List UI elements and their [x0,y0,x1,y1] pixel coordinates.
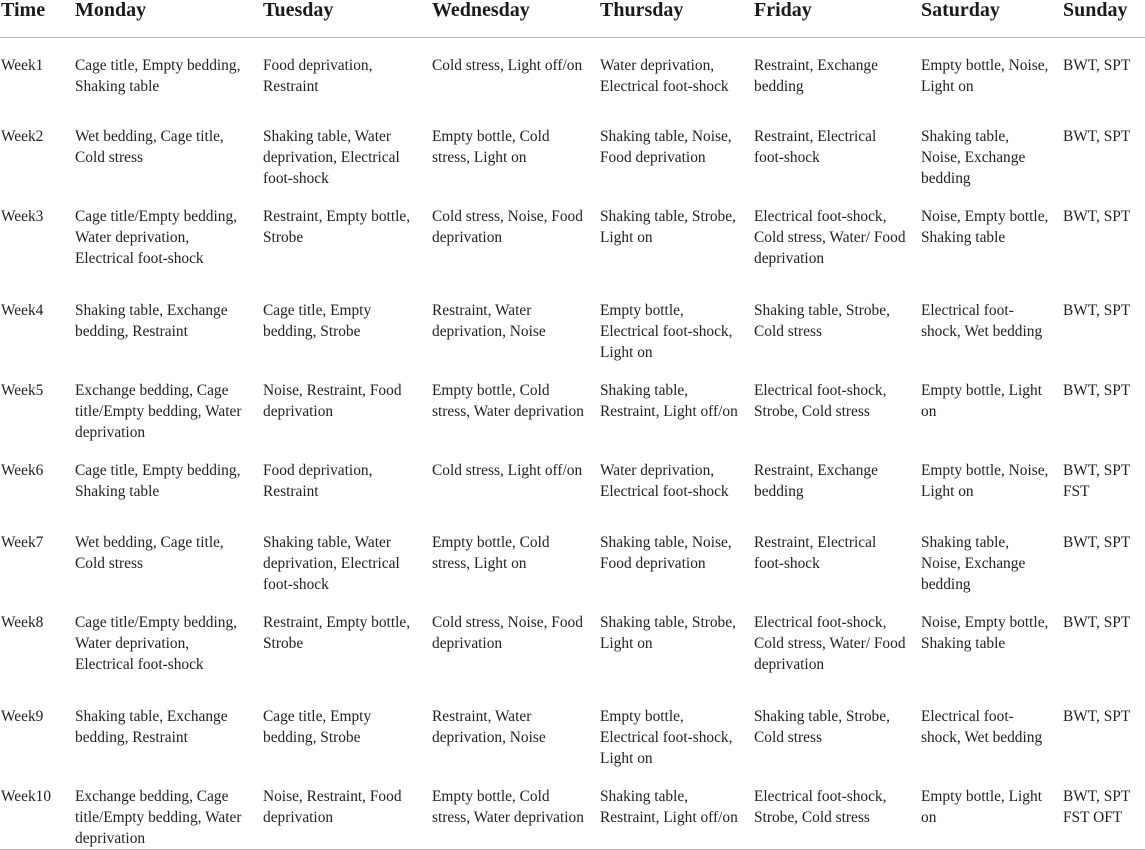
header-friday: Friday [754,0,921,37]
sunday-cell: BWT, SPT [1063,128,1131,145]
wednesday-cell: Cold stress, Light off/on [432,56,583,74]
tuesday-cell: Shaking table, Water deprivation, Electrical foot-shock [263,128,400,187]
wednesday-cell: Restraint, Water deprivation, Noise [432,302,546,340]
saturday-cell: Empty bottle, Light on [921,382,1042,420]
saturday-cell: Electrical foot-shock, Wet bedding [921,708,1043,746]
header-row [0,0,1145,37]
saturday-cell: Noise, Empty bottle, Shaking table [921,208,1049,246]
monday-cell: Shaking table, Exchange bedding, Restraint [75,302,228,340]
monday-cell: Cage title, Empty bedding, Shaking table [75,56,241,95]
sunday-cell: BWT, SPT FST OFT [1063,769,1145,850]
thursday-cell: Empty bottle, Electrical foot-shock, Light on [600,708,733,767]
week-cell: Week1 [1,56,44,74]
friday-cell: Restraint, Exchange bedding [754,56,878,95]
tuesday-cell: Noise, Restraint, Food deprivation [263,382,402,420]
friday-cell: Restraint, Exchange bedding [754,462,878,500]
friday-cell: Restraint, Electrical foot-shock [754,128,877,166]
monday-cell: Shaking table, Exchange bedding, Restraint [75,708,228,746]
table-row [0,189,1145,283]
wednesday-cell: Empty bottle, Cold stress, Water deprivation [432,769,600,850]
header-saturday: Saturday [921,0,1063,37]
tuesday-cell: Cage title, Empty bedding, Strobe [263,302,372,340]
tuesday-cell: Restraint, Empty bottle, Strobe [263,208,411,246]
sunday-cell: BWT, SPT [1063,208,1131,225]
table-header [0,0,1145,37]
sunday-cell: BWT, SPT FST [1063,462,1130,500]
thursday-cell: Shaking table, Noise, Food deprivation [600,534,732,572]
wednesday-cell: Cold stress, Noise, Food deprivation [432,208,583,246]
header-tuesday: Tuesday [263,0,432,37]
friday-cell: Shaking table, Strobe, Cold stress [754,708,890,746]
tuesday-cell: Cage title, Empty bedding, Strobe [263,708,372,746]
table-row [0,443,1145,515]
table-row [0,515,1145,595]
sunday-cell: BWT, SPT [1063,302,1131,319]
week-cell: Week6 [1,462,44,479]
friday-cell: Electrical foot-shock, Cold stress, Water/ Food deprivation [754,614,906,673]
week-cell: Week10 [0,769,75,850]
monday-cell: Wet bedding, Cage title, Cold stress [75,534,224,572]
tuesday-cell: Noise, Restraint, Food deprivation [263,769,432,850]
friday-cell: Electrical foot-shock, Strobe, Cold stress [754,382,887,420]
monday-cell: Exchange bedding, Cage title/Empty bedding, Water deprivation [75,769,263,850]
header-thursday: Thursday [600,0,754,37]
saturday-cell: Empty bottle, Light on [921,769,1063,850]
friday-cell: Shaking table, Strobe, Cold stress [754,302,890,340]
tuesday-cell: Food deprivation, Restraint [263,56,373,95]
monday-cell: Wet bedding, Cage title, Cold stress [75,128,224,166]
table-row [0,769,1145,850]
sunday-cell: BWT, SPT [1063,614,1131,631]
tuesday-cell: Shaking table, Water deprivation, Electrical foot-shock [263,534,400,593]
tuesday-cell: Food deprivation, Restraint [263,462,373,500]
table-body [0,37,1145,850]
wednesday-cell: Restraint, Water deprivation, Noise [432,708,546,746]
week-cell: Week2 [1,128,44,145]
wednesday-cell: Cold stress, Light off/on [432,462,583,479]
week-cell: Week7 [1,534,44,551]
table-row [0,109,1145,189]
sunday-cell: BWT, SPT [1063,534,1131,551]
sunday-cell: BWT, SPT [1063,382,1131,399]
table-row [0,363,1145,443]
thursday-cell: Shaking table, Restraint, Light off/on [600,382,738,420]
table-row [0,595,1145,689]
table-row [0,283,1145,363]
header-monday: Monday [75,0,263,37]
header-wednesday: Wednesday [432,0,600,37]
week-cell: Week5 [1,382,44,399]
saturday-cell: Empty bottle, Noise, Light on [921,56,1049,95]
week-cell: Week3 [1,208,44,225]
header-sunday: Sunday [1063,0,1145,37]
saturday-cell: Shaking table, Noise, Exchange bedding [921,534,1026,593]
thursday-cell: Empty bottle, Electrical foot-shock, Light on [600,302,733,361]
monday-cell: Cage title/Empty bedding, Water deprivation, Electrical foot-shock [75,614,237,673]
header-time: Time [0,0,75,37]
monday-cell: Cage title/Empty bedding, Water deprivation, Electrical foot-shock [75,208,237,267]
sunday-cell: BWT, SPT [1063,56,1131,74]
saturday-cell: Electrical foot-shock, Wet bedding [921,302,1043,340]
week-cell: Week8 [1,614,44,631]
monday-cell: Exchange bedding, Cage title/Empty bedding, Water deprivation [75,382,242,441]
wednesday-cell: Empty bottle, Cold stress, Light on [432,128,550,166]
friday-cell: Electrical foot-shock, Cold stress, Water/ Food deprivation [754,208,906,267]
thursday-cell: Water deprivation, Electrical foot-shock [600,462,729,500]
saturday-cell: Noise, Empty bottle, Shaking table [921,614,1049,652]
monday-cell: Cage title, Empty bedding, Shaking table [75,462,241,500]
wednesday-cell: Empty bottle, Cold stress, Water deprivation [432,382,584,420]
friday-cell: Restraint, Electrical foot-shock [754,534,877,572]
thursday-cell: Water deprivation, Electrical foot-shock [600,56,729,95]
thursday-cell: Shaking table, Restraint, Light off/on [600,769,754,850]
week-cell: Week4 [1,302,44,319]
saturday-cell: Shaking table, Noise, Exchange bedding [921,128,1026,187]
friday-cell: Electrical foot-shock, Strobe, Cold stress [754,769,921,850]
thursday-cell: Shaking table, Strobe, Light on [600,614,736,652]
wednesday-cell: Cold stress, Noise, Food deprivation [432,614,583,652]
table-row [0,689,1145,769]
sunday-cell: BWT, SPT [1063,708,1131,725]
tuesday-cell: Restraint, Empty bottle, Strobe [263,614,411,652]
table-row [0,37,1145,109]
week-cell: Week9 [1,708,44,725]
thursday-cell: Shaking table, Noise, Food deprivation [600,128,732,166]
thursday-cell: Shaking table, Strobe, Light on [600,208,736,246]
wednesday-cell: Empty bottle, Cold stress, Light on [432,534,550,572]
saturday-cell: Empty bottle, Noise, Light on [921,462,1049,500]
